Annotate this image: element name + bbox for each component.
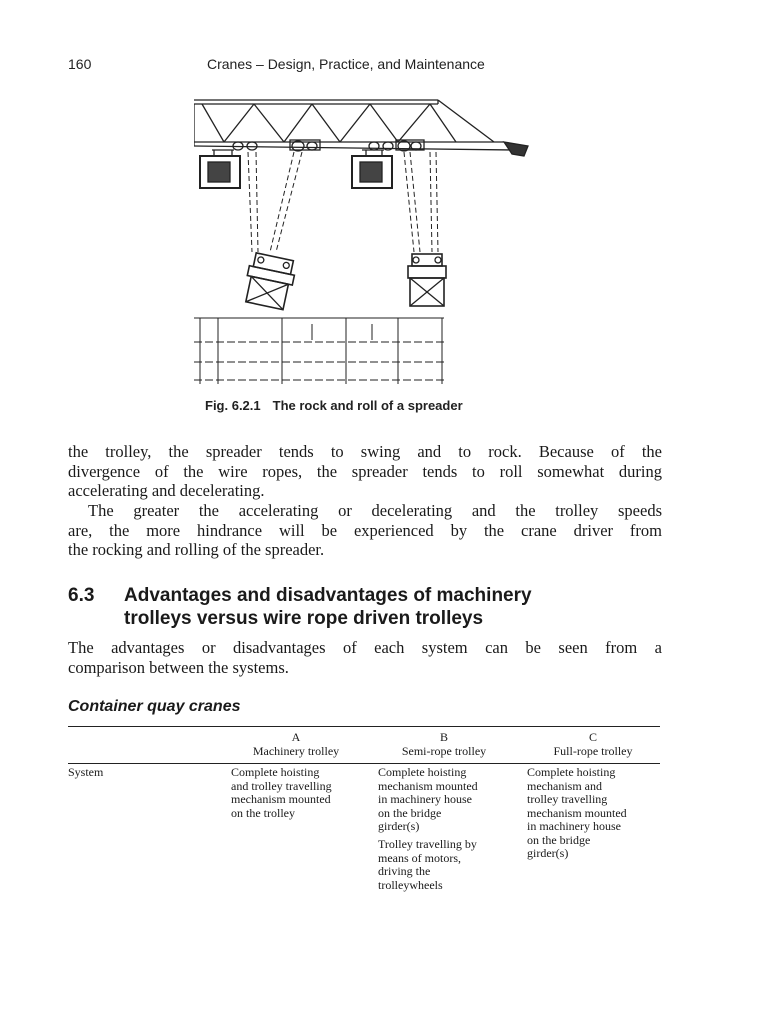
body-paragraph-1 (68, 442, 662, 501)
table-top-rule (68, 726, 660, 727)
spreader-left (242, 252, 297, 310)
subsection-heading: Container quay cranes (68, 698, 241, 715)
cell-full-rope-trolley (527, 766, 627, 861)
cell-line: girder(s) (378, 819, 420, 833)
section-title-line: trolleys versus wire rope driven trolleys (124, 608, 484, 629)
table-header-rule (68, 763, 660, 764)
column-name: Semi-rope trolley (401, 743, 487, 758)
text-line: divergence of the wire ropes, the spreader tends to roll somewhat during (68, 461, 662, 481)
cell-semi-rope-trolley-travel (378, 838, 477, 892)
figure-crane-spreader (194, 94, 538, 386)
cell-line: on the trolley (231, 805, 295, 820)
cell-semi-rope-trolley (378, 766, 478, 834)
text-line: The greater the accelerating or decelerating and the trolley speeds (88, 501, 662, 520)
cell-line: Complete hoisting (527, 765, 616, 779)
cell-line: mechanism mounted (231, 792, 331, 806)
cell-line: mechanism and (527, 778, 602, 793)
text-line: comparison between the systems. (68, 657, 289, 677)
cell-line: Complete hoisting (231, 765, 320, 779)
text-line: the trolley, the spreader tends to swing and to rock. Because of the (68, 442, 662, 461)
cell-line: girder(s) (527, 846, 569, 860)
crane-spreader-drawing (194, 94, 538, 386)
cell-line: trolley travelling (527, 792, 608, 806)
column-name: Full-rope trolley (553, 743, 633, 758)
body-paragraph-2 (68, 501, 662, 560)
girder-truss (194, 100, 494, 146)
cell-line: on the bridge (527, 832, 591, 847)
column-header-a (228, 731, 364, 758)
cell-line: means of motors, (378, 850, 461, 865)
text-line: The advantages or disadvantages of each system can be seen from a (68, 638, 662, 657)
cell-line: Trolley travelling by (378, 837, 477, 851)
cell-line: in machinery house (378, 792, 472, 806)
column-header-b (376, 731, 512, 758)
cell-line: and trolley travelling (231, 778, 332, 793)
cell-line: mechanism mounted (378, 778, 478, 793)
container-grid (194, 318, 444, 384)
section-title-line: Advantages and disadvantages of machinery (124, 585, 532, 606)
cell-machinery-trolley (231, 766, 332, 820)
figure-caption (205, 398, 463, 413)
section-intro-paragraph (68, 638, 662, 677)
column-letter: A (291, 730, 301, 744)
row-label: System (68, 765, 104, 779)
section-number: 6.3 (68, 585, 95, 606)
wire-ropes (248, 152, 438, 252)
cabin-right (352, 150, 392, 188)
cell-line: trolleywheels (378, 877, 443, 892)
cell-line: driving the (378, 864, 431, 878)
section-title (124, 584, 684, 630)
text-line: the rocking and rolling of the spreader. (68, 540, 325, 560)
figure-caption-text: The rock and roll of a spreader (272, 398, 463, 413)
column-letter: C (588, 730, 597, 744)
book-title: Cranes – Design, Practice, and Maintenance (207, 56, 485, 72)
cell-line: Complete hoisting (378, 765, 467, 779)
cell-line: on the bridge (378, 805, 442, 820)
cell-line: in machinery house (527, 819, 621, 833)
column-header-c (524, 731, 662, 758)
column-letter: B (439, 730, 448, 744)
page-number: 160 (68, 56, 92, 72)
text-line: are, the more hindrance will be experienced by the crane driver from (68, 520, 662, 540)
cabin-left (200, 150, 240, 188)
text-line: accelerating and decelerating. (68, 481, 265, 501)
cell-line: mechanism mounted (527, 805, 627, 820)
figure-number: Fig. 6.2.1 (205, 398, 261, 413)
girder-nose (504, 142, 528, 156)
spreader-right (408, 254, 446, 306)
column-name: Machinery trolley (252, 743, 340, 758)
